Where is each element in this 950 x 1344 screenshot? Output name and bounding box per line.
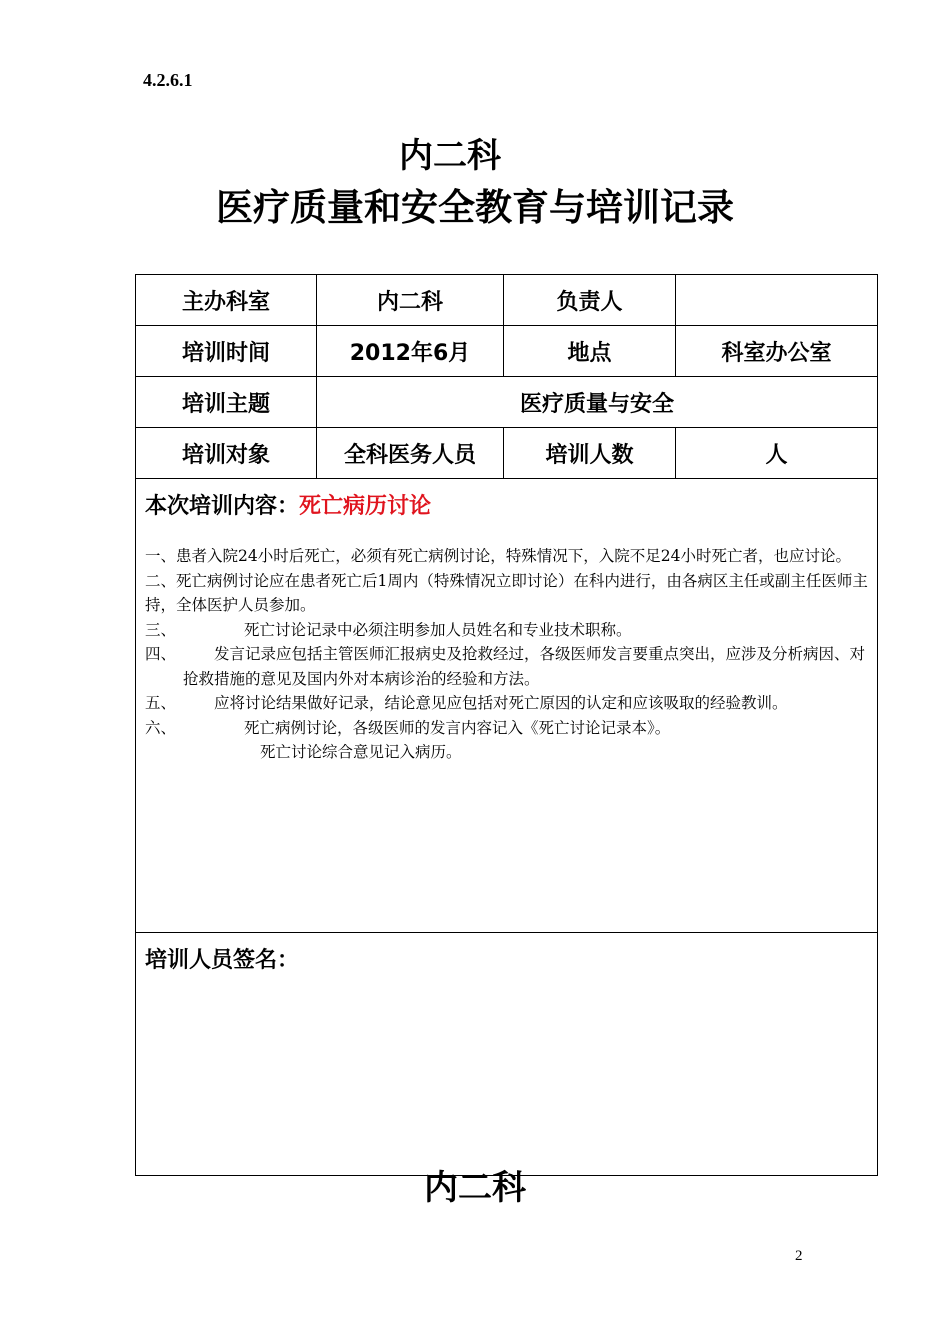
content-item [145,642,869,691]
content-paragraph-2: 二、死亡病例讨论应在患者死亡后1周内（特殊情况立即讨论）在科内进行，由各病区主任或副主任医师主持，全体医护人员参加。 [145,571,868,614]
content-paragraph-1: 一、患者入院24小时后死亡，必须有死亡病例讨论，特殊情况下，入院不足24小时死亡者，也应讨论。 [145,547,851,565]
responsible-person-value [676,275,878,326]
content-item-text: 死亡病例讨论，各级医师的发言内容记入《死亡讨论记录本》。 [244,718,671,737]
training-audience-value: 全科医务人员 [317,428,504,479]
content-item [145,716,869,741]
training-time-label: 培训时间 [136,326,317,377]
attendee-count-label: 培训人数 [504,428,676,479]
content-item-number: 五、 [145,694,177,712]
attendee-count-value: 人 [676,428,878,479]
table-row [136,933,878,1176]
footer-department: 内二科 [424,1168,526,1208]
content-item-text: 发言记录应包括主管医师汇报病史及抢救经过，各级医师发言要重点突出，应涉及分析病因、对抢救措施的意见及国内外对本病诊治的经验和方法。 [183,645,866,688]
content-item-text: 死亡讨论记录中必须注明参加人员姓名和专业技术职称。 [244,620,632,639]
document-title-department: 内二科 [399,136,501,176]
page-number: 2 [795,1248,803,1264]
location-label: 地点 [504,326,676,377]
content-item-number: 三、 [145,620,177,639]
organizer-dept-label: 主办科室 [136,275,317,326]
training-time-value: 2012年6月 [317,326,504,377]
content-item-text: 应将讨论结果做好记录，结论意见应包括对死亡原因的认定和应该吸取的经验教训。 [214,694,788,712]
training-content-body [145,544,869,765]
training-record-table [135,274,878,1176]
content-item-number: 四、 [145,645,177,663]
table-row [136,275,878,326]
section-number: 4.2.6.1 [143,70,193,90]
training-topic-value: 医疗质量与安全 [317,377,878,428]
signature-label: 培训人员签名： [145,948,300,973]
table-row [136,479,878,933]
content-item [145,618,869,643]
responsible-person-label: 负责人 [504,275,676,326]
location-value: 科室办公室 [676,326,878,377]
training-content-heading [145,489,869,520]
signature-cell[interactable] [136,933,878,1176]
content-item-number: 六、 [145,718,177,737]
table-row [136,377,878,428]
training-content-cell [136,479,878,933]
training-audience-label: 培训对象 [136,428,317,479]
table-row [136,428,878,479]
document-title: 医疗质量和安全教育与培训记录 [216,186,734,229]
table-row [136,326,878,377]
training-content-label: 本次培训内容： [145,494,300,519]
training-topic-label: 培训主题 [136,377,317,428]
content-item [145,691,869,716]
organizer-dept-value: 内二科 [317,275,504,326]
content-closing: 死亡讨论综合意见记入病历。 [260,743,462,761]
training-content-topic: 死亡病历讨论 [299,494,432,519]
